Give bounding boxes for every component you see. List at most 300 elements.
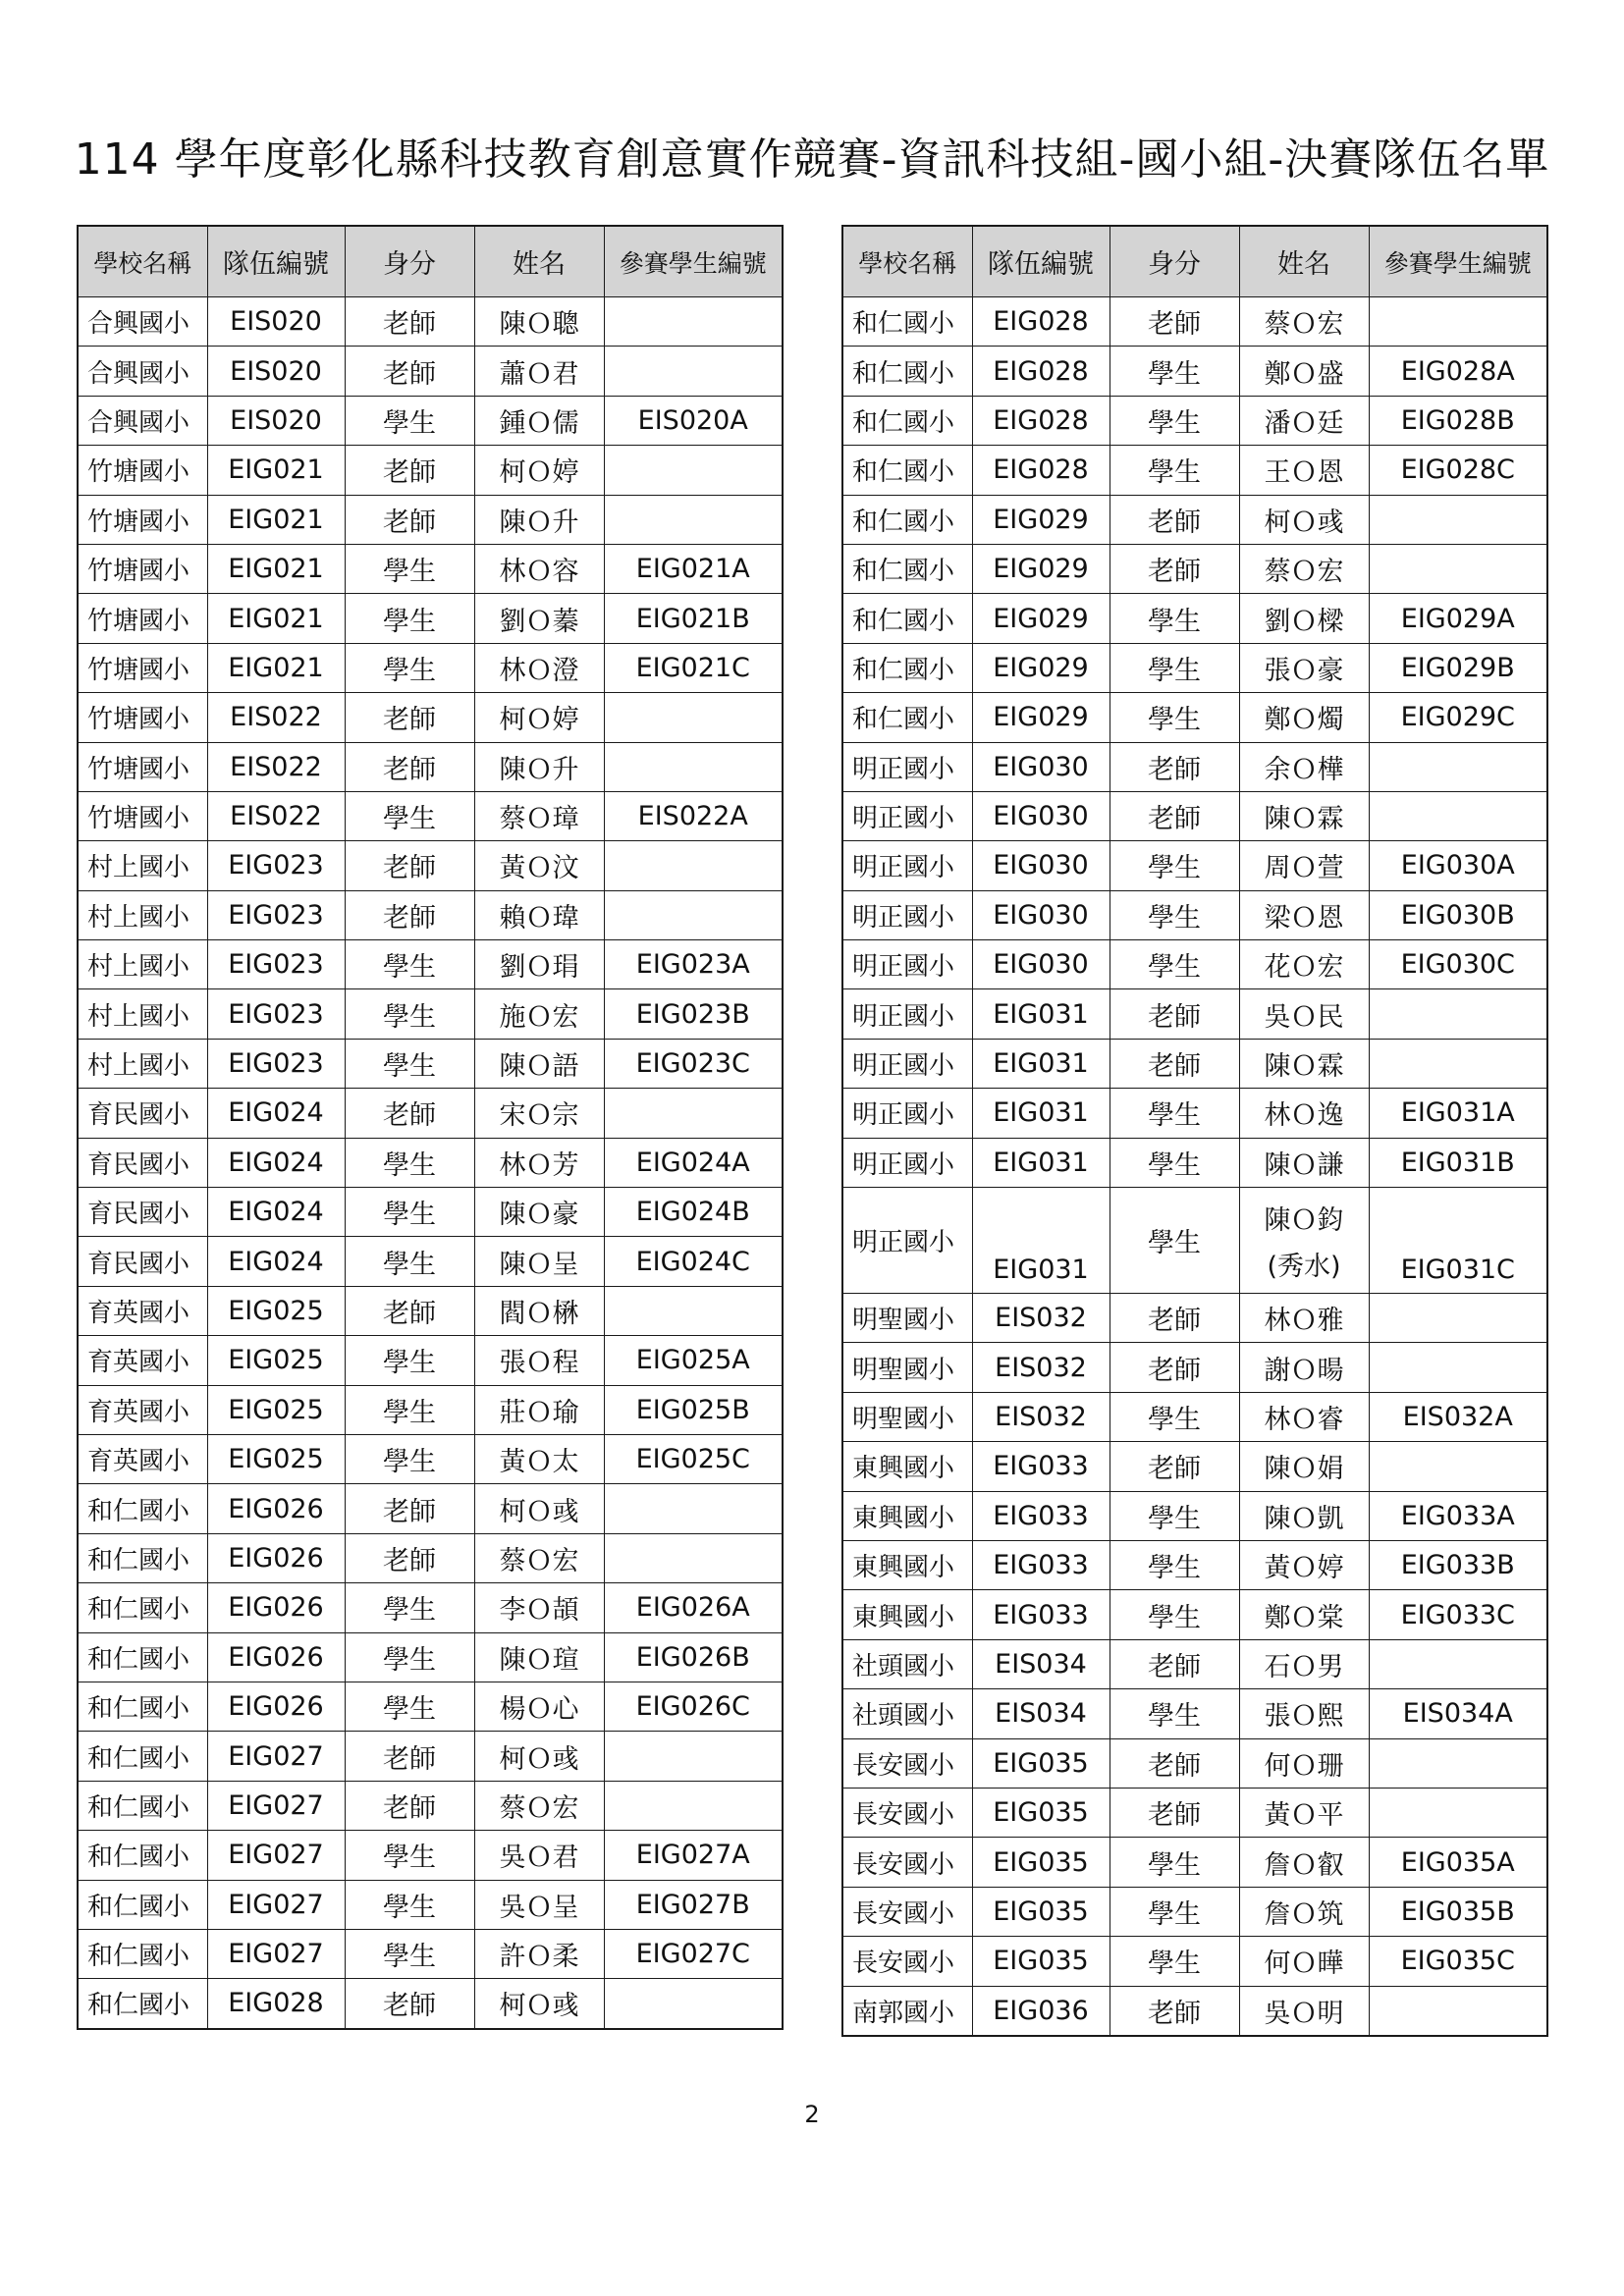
cell-name: 黃Ｏ汶 bbox=[474, 841, 604, 890]
cell-student-id bbox=[604, 1732, 783, 1781]
cell-student-id: EIG023B bbox=[604, 989, 783, 1039]
cell-student-id bbox=[604, 1781, 783, 1830]
cell-school: 明正國小 bbox=[842, 1188, 972, 1294]
table-row bbox=[842, 742, 1547, 791]
table-row bbox=[842, 643, 1547, 692]
cell-school: 竹塘國小 bbox=[78, 693, 207, 742]
cell-school: 和仁國小 bbox=[78, 1583, 207, 1632]
cell-team: EIG031 bbox=[972, 1089, 1110, 1138]
cell-role: 老師 bbox=[345, 1732, 474, 1781]
table-row bbox=[78, 1286, 783, 1335]
cell-team: EIG035 bbox=[972, 1937, 1110, 1986]
cell-name: 林Ｏ睿 bbox=[1239, 1392, 1369, 1441]
cell-student-id: EIG027C bbox=[604, 1929, 783, 1978]
cell-role: 老師 bbox=[1110, 742, 1239, 791]
table-row bbox=[842, 791, 1547, 840]
cell-name: 何Ｏ珊 bbox=[1239, 1738, 1369, 1788]
cell-name: 林Ｏ雅 bbox=[1239, 1294, 1369, 1343]
table-row bbox=[78, 1929, 783, 1978]
table-row bbox=[78, 1385, 783, 1434]
cell-team: EIG031 bbox=[972, 989, 1110, 1039]
cell-role: 學生 bbox=[345, 940, 474, 989]
cell-name: 蔡Ｏ宏 bbox=[474, 1781, 604, 1830]
cell-school: 和仁國小 bbox=[842, 396, 972, 445]
cell-school: 育英國小 bbox=[78, 1434, 207, 1483]
table-row bbox=[842, 1294, 1547, 1343]
table-row bbox=[842, 1343, 1547, 1392]
cell-name: 柯Ｏ彧 bbox=[474, 1979, 604, 2029]
cell-team: EIG027 bbox=[207, 1880, 345, 1929]
cell-role: 學生 bbox=[1110, 643, 1239, 692]
cell-name: 黃Ｏ太 bbox=[474, 1434, 604, 1483]
cell-student-id: EIS022A bbox=[604, 791, 783, 840]
cell-role: 老師 bbox=[1110, 1639, 1239, 1688]
header-student-id: 參賽學生編號 bbox=[1369, 226, 1547, 297]
table-row bbox=[78, 841, 783, 890]
cell-team: EIG021 bbox=[207, 643, 345, 692]
cell-name: 柯Ｏ彧 bbox=[1239, 495, 1369, 544]
cell-name: 梁Ｏ恩 bbox=[1239, 890, 1369, 939]
cell-student-id bbox=[1369, 544, 1547, 593]
cell-role: 老師 bbox=[345, 1979, 474, 2029]
cell-school: 明聖國小 bbox=[842, 1392, 972, 1441]
table-row bbox=[842, 1491, 1547, 1540]
table-row bbox=[78, 1484, 783, 1533]
table-row bbox=[842, 1738, 1547, 1788]
cell-team: EIS032 bbox=[972, 1343, 1110, 1392]
cell-name: 黃Ｏ婷 bbox=[1239, 1540, 1369, 1589]
table-row bbox=[842, 446, 1547, 495]
cell-school: 和仁國小 bbox=[78, 1781, 207, 1830]
cell-team: EIG031 bbox=[972, 1188, 1110, 1294]
cell-team: EIG024 bbox=[207, 1188, 345, 1237]
cell-name: 吳Ｏ君 bbox=[474, 1831, 604, 1880]
cell-role: 老師 bbox=[1110, 1343, 1239, 1392]
cell-school: 和仁國小 bbox=[78, 1682, 207, 1731]
cell-name-note: (秀水) bbox=[1267, 1251, 1341, 1282]
table-row bbox=[78, 791, 783, 840]
cell-student-id: EIG021A bbox=[604, 544, 783, 593]
cell-team: EIS020 bbox=[207, 396, 345, 445]
cell-team: EIG025 bbox=[207, 1286, 345, 1335]
cell-role: 學生 bbox=[345, 1583, 474, 1632]
cell-role: 老師 bbox=[345, 693, 474, 742]
cell-student-id bbox=[1369, 297, 1547, 347]
cell-team: EIG028 bbox=[207, 1979, 345, 2029]
cell-name: 石Ｏ男 bbox=[1239, 1639, 1369, 1688]
table-row bbox=[78, 396, 783, 445]
cell-student-id: EIG024A bbox=[604, 1138, 783, 1187]
cell-school: 長安國小 bbox=[842, 1788, 972, 1837]
cell-school: 和仁國小 bbox=[842, 594, 972, 643]
cell-team: EIG021 bbox=[207, 544, 345, 593]
cell-name: 陳Ｏ升 bbox=[474, 742, 604, 791]
table-row bbox=[78, 1880, 783, 1929]
cell-role: 學生 bbox=[1110, 446, 1239, 495]
cell-team: EIG031 bbox=[972, 1039, 1110, 1088]
cell-team: EIG033 bbox=[972, 1540, 1110, 1589]
cell-student-id bbox=[604, 1286, 783, 1335]
cell-school: 合興國小 bbox=[78, 396, 207, 445]
table-row bbox=[78, 1732, 783, 1781]
table-row bbox=[78, 1831, 783, 1880]
cell-student-id: EIG023C bbox=[604, 1039, 783, 1088]
cell-school: 合興國小 bbox=[78, 297, 207, 347]
cell-school: 長安國小 bbox=[842, 1738, 972, 1788]
cell-role: 老師 bbox=[1110, 544, 1239, 593]
cell-role: 學生 bbox=[1110, 1590, 1239, 1639]
roster-table-right bbox=[841, 225, 1548, 2037]
cell-name: 陳Ｏ娟 bbox=[1239, 1442, 1369, 1491]
cell-name: 陳Ｏ霖 bbox=[1239, 1039, 1369, 1088]
cell-team: EIG026 bbox=[207, 1632, 345, 1682]
cell-name: 蔡Ｏ璋 bbox=[474, 791, 604, 840]
cell-team: EIG030 bbox=[972, 791, 1110, 840]
cell-school: 東興國小 bbox=[842, 1491, 972, 1540]
cell-team: EIG030 bbox=[972, 742, 1110, 791]
cell-role: 學生 bbox=[1110, 940, 1239, 989]
table-row bbox=[78, 1039, 783, 1088]
cell-role: 老師 bbox=[345, 446, 474, 495]
cell-school: 明正國小 bbox=[842, 989, 972, 1039]
cell-name: 林Ｏ容 bbox=[474, 544, 604, 593]
cell-name: 柯Ｏ彧 bbox=[474, 1484, 604, 1533]
cell-school: 村上國小 bbox=[78, 940, 207, 989]
cell-student-id: EIG021C bbox=[604, 643, 783, 692]
cell-school: 明正國小 bbox=[842, 1089, 972, 1138]
cell-role: 老師 bbox=[1110, 791, 1239, 840]
cell-role: 學生 bbox=[1110, 347, 1239, 396]
table-row bbox=[78, 890, 783, 939]
cell-school: 育民國小 bbox=[78, 1188, 207, 1237]
cell-school: 和仁國小 bbox=[78, 1831, 207, 1880]
cell-name: 許Ｏ柔 bbox=[474, 1929, 604, 1978]
table-row bbox=[842, 1138, 1547, 1187]
cell-school: 和仁國小 bbox=[78, 1732, 207, 1781]
cell-school: 長安國小 bbox=[842, 1887, 972, 1936]
cell-name: 柯Ｏ婷 bbox=[474, 693, 604, 742]
cell-name: 詹Ｏ叡 bbox=[1239, 1838, 1369, 1887]
cell-name: 蔡Ｏ宏 bbox=[1239, 544, 1369, 593]
cell-school: 育民國小 bbox=[78, 1138, 207, 1187]
cell-school: 合興國小 bbox=[78, 347, 207, 396]
table-row bbox=[842, 1590, 1547, 1639]
table-row bbox=[78, 1188, 783, 1237]
cell-role: 老師 bbox=[345, 1781, 474, 1830]
cell-role: 老師 bbox=[1110, 297, 1239, 347]
cell-team: EIG026 bbox=[207, 1682, 345, 1731]
table-row bbox=[842, 693, 1547, 742]
table-row bbox=[842, 1937, 1547, 1986]
header-role: 身分 bbox=[1110, 226, 1239, 297]
cell-school: 社頭國小 bbox=[842, 1689, 972, 1738]
table-row bbox=[78, 1682, 783, 1731]
cell-role: 老師 bbox=[345, 1089, 474, 1138]
cell-role: 學生 bbox=[1110, 1887, 1239, 1936]
cell-student-id: EIG035C bbox=[1369, 1937, 1547, 1986]
cell-student-id: EIG035B bbox=[1369, 1887, 1547, 1936]
page-title: 114 學年度彰化縣科技教育創意實作競賽-資訊科技組-國小組-決賽隊伍名單 bbox=[74, 134, 1550, 185]
table-row bbox=[842, 396, 1547, 445]
cell-team: EIG035 bbox=[972, 1887, 1110, 1936]
cell-student-id: EIS034A bbox=[1369, 1689, 1547, 1738]
table-row bbox=[842, 841, 1547, 890]
cell-school: 和仁國小 bbox=[78, 1533, 207, 1582]
cell-name: 鄭Ｏ棠 bbox=[1239, 1590, 1369, 1639]
cell-name bbox=[1239, 1188, 1369, 1294]
cell-role: 學生 bbox=[345, 1632, 474, 1682]
table-row bbox=[842, 989, 1547, 1039]
table-row bbox=[842, 495, 1547, 544]
table-row bbox=[78, 495, 783, 544]
table-row bbox=[78, 693, 783, 742]
cell-student-id: EIG029C bbox=[1369, 693, 1547, 742]
cell-role: 老師 bbox=[345, 1484, 474, 1533]
cell-student-id: EIG027B bbox=[604, 1880, 783, 1929]
cell-student-id: EIG030A bbox=[1369, 841, 1547, 890]
cell-role: 學生 bbox=[345, 594, 474, 643]
cell-student-id bbox=[604, 890, 783, 939]
cell-student-id: EIG035A bbox=[1369, 1838, 1547, 1887]
cell-student-id bbox=[604, 841, 783, 890]
table-row bbox=[842, 297, 1547, 347]
cell-school: 明正國小 bbox=[842, 1138, 972, 1187]
cell-team: EIG025 bbox=[207, 1434, 345, 1483]
page-number: 2 bbox=[804, 2101, 820, 2128]
cell-team: EIG033 bbox=[972, 1491, 1110, 1540]
cell-team: EIG024 bbox=[207, 1237, 345, 1286]
cell-team: EIG029 bbox=[972, 693, 1110, 742]
cell-student-id bbox=[1369, 791, 1547, 840]
cell-team: EIG023 bbox=[207, 1039, 345, 1088]
cell-name: 余Ｏ樺 bbox=[1239, 742, 1369, 791]
table-row bbox=[78, 594, 783, 643]
cell-name: 陳Ｏ謙 bbox=[1239, 1138, 1369, 1187]
table-row bbox=[78, 643, 783, 692]
cell-school: 育英國小 bbox=[78, 1385, 207, 1434]
header-team: 隊伍編號 bbox=[972, 226, 1110, 297]
cell-name: 劉Ｏ樑 bbox=[1239, 594, 1369, 643]
cell-role: 學生 bbox=[345, 1237, 474, 1286]
cell-student-id: EIS020A bbox=[604, 396, 783, 445]
cell-school: 竹塘國小 bbox=[78, 742, 207, 791]
table-row bbox=[78, 1434, 783, 1483]
cell-name: 陳Ｏ呈 bbox=[474, 1237, 604, 1286]
cell-student-id bbox=[1369, 1639, 1547, 1688]
cell-role: 學生 bbox=[1110, 1392, 1239, 1441]
table-row bbox=[842, 1639, 1547, 1688]
cell-student-id: EIG030B bbox=[1369, 890, 1547, 939]
cell-name: 潘Ｏ廷 bbox=[1239, 396, 1369, 445]
cell-role: 學生 bbox=[345, 1385, 474, 1434]
cell-name: 吳Ｏ民 bbox=[1239, 989, 1369, 1039]
cell-role: 學生 bbox=[345, 1039, 474, 1088]
table-row bbox=[78, 989, 783, 1039]
cell-name: 鄭Ｏ燭 bbox=[1239, 693, 1369, 742]
cell-role: 學生 bbox=[1110, 890, 1239, 939]
cell-role: 學生 bbox=[345, 1188, 474, 1237]
cell-role: 老師 bbox=[1110, 989, 1239, 1039]
cell-school: 社頭國小 bbox=[842, 1639, 972, 1688]
cell-team: EIG021 bbox=[207, 495, 345, 544]
table-row bbox=[842, 940, 1547, 989]
cell-student-id: EIG021B bbox=[604, 594, 783, 643]
cell-role: 學生 bbox=[345, 396, 474, 445]
cell-school: 育民國小 bbox=[78, 1089, 207, 1138]
cell-student-id bbox=[1369, 495, 1547, 544]
cell-role: 學生 bbox=[1110, 1689, 1239, 1738]
cell-school: 明正國小 bbox=[842, 1039, 972, 1088]
cell-team: EIG031 bbox=[972, 1138, 1110, 1187]
cell-name: 陳Ｏ豪 bbox=[474, 1188, 604, 1237]
cell-name: 周Ｏ萱 bbox=[1239, 841, 1369, 890]
cell-student-id: EIG025A bbox=[604, 1336, 783, 1385]
cell-student-id: EIG026B bbox=[604, 1632, 783, 1682]
cell-school: 育英國小 bbox=[78, 1336, 207, 1385]
cell-team: EIG028 bbox=[972, 396, 1110, 445]
cell-role: 老師 bbox=[1110, 1294, 1239, 1343]
table-row bbox=[842, 1089, 1547, 1138]
table-row bbox=[78, 1583, 783, 1632]
cell-school: 和仁國小 bbox=[842, 297, 972, 347]
cell-student-id: EIG028B bbox=[1369, 396, 1547, 445]
cell-school: 竹塘國小 bbox=[78, 495, 207, 544]
cell-name: 劉Ｏ琄 bbox=[474, 940, 604, 989]
cell-name: 詹Ｏ筑 bbox=[1239, 1887, 1369, 1936]
table-row bbox=[842, 544, 1547, 593]
cell-role: 學生 bbox=[1110, 1138, 1239, 1187]
cell-student-id bbox=[604, 446, 783, 495]
table-row bbox=[78, 347, 783, 396]
cell-name: 楊Ｏ心 bbox=[474, 1682, 604, 1731]
cell-team: EIG030 bbox=[972, 890, 1110, 939]
cell-school: 和仁國小 bbox=[78, 1929, 207, 1978]
header-name: 姓名 bbox=[474, 226, 604, 297]
cell-team: EIG028 bbox=[972, 347, 1110, 396]
cell-student-id: EIG029B bbox=[1369, 643, 1547, 692]
cell-team: EIS032 bbox=[972, 1392, 1110, 1441]
cell-team: EIS034 bbox=[972, 1639, 1110, 1688]
cell-school: 明正國小 bbox=[842, 940, 972, 989]
cell-role: 學生 bbox=[1110, 841, 1239, 890]
cell-name: 賴Ｏ瑋 bbox=[474, 890, 604, 939]
table-row bbox=[78, 940, 783, 989]
cell-role: 老師 bbox=[1110, 1442, 1239, 1491]
cell-school: 和仁國小 bbox=[842, 693, 972, 742]
cell-name: 謝Ｏ暘 bbox=[1239, 1343, 1369, 1392]
cell-student-id: EIG023A bbox=[604, 940, 783, 989]
cell-student-id: EIS032A bbox=[1369, 1392, 1547, 1441]
cell-role: 學生 bbox=[1110, 1188, 1239, 1294]
cell-school: 和仁國小 bbox=[842, 446, 972, 495]
header-team: 隊伍編號 bbox=[207, 226, 345, 297]
cell-name: 鄭Ｏ盛 bbox=[1239, 347, 1369, 396]
cell-student-id bbox=[1369, 989, 1547, 1039]
cell-student-id bbox=[1369, 742, 1547, 791]
cell-role: 學生 bbox=[345, 1880, 474, 1929]
cell-role: 老師 bbox=[345, 890, 474, 939]
roster-body-right bbox=[842, 297, 1547, 2036]
cell-team: EIG023 bbox=[207, 890, 345, 939]
cell-school: 長安國小 bbox=[842, 1937, 972, 1986]
cell-role: 學生 bbox=[1110, 1089, 1239, 1138]
table-row bbox=[842, 1442, 1547, 1491]
cell-school: 明正國小 bbox=[842, 791, 972, 840]
cell-team: EIS020 bbox=[207, 297, 345, 347]
cell-team: EIG021 bbox=[207, 594, 345, 643]
cell-school: 和仁國小 bbox=[842, 544, 972, 593]
cell-student-id bbox=[604, 693, 783, 742]
cell-role: 老師 bbox=[345, 1286, 474, 1335]
cell-name: 陳Ｏ凱 bbox=[1239, 1491, 1369, 1540]
cell-student-id: EIG026A bbox=[604, 1583, 783, 1632]
cell-role: 老師 bbox=[1110, 1039, 1239, 1088]
cell-role: 學生 bbox=[345, 791, 474, 840]
cell-name: 陳Ｏ霖 bbox=[1239, 791, 1369, 840]
cell-school: 東興國小 bbox=[842, 1540, 972, 1589]
cell-role: 老師 bbox=[345, 297, 474, 347]
cell-name: 吳Ｏ呈 bbox=[474, 1880, 604, 1929]
cell-student-id bbox=[1369, 1294, 1547, 1343]
cell-school: 和仁國小 bbox=[842, 643, 972, 692]
cell-school: 和仁國小 bbox=[842, 495, 972, 544]
cell-name: 張Ｏ程 bbox=[474, 1336, 604, 1385]
cell-role: 學生 bbox=[1110, 1491, 1239, 1540]
cell-role: 學生 bbox=[1110, 1838, 1239, 1887]
cell-name: 黃Ｏ平 bbox=[1239, 1788, 1369, 1837]
table-row bbox=[842, 594, 1547, 643]
cell-name: 莊Ｏ瑜 bbox=[474, 1385, 604, 1434]
cell-school: 明正國小 bbox=[842, 890, 972, 939]
table-row bbox=[842, 890, 1547, 939]
cell-student-id: EIG025B bbox=[604, 1385, 783, 1434]
cell-student-id: EIG030C bbox=[1369, 940, 1547, 989]
cell-student-id bbox=[604, 1089, 783, 1138]
table-row bbox=[78, 446, 783, 495]
header-name: 姓名 bbox=[1239, 226, 1369, 297]
cell-name: 宋Ｏ宗 bbox=[474, 1089, 604, 1138]
table-header-row bbox=[78, 226, 783, 297]
cell-role: 學生 bbox=[345, 1434, 474, 1483]
cell-team: EIG030 bbox=[972, 841, 1110, 890]
table-row bbox=[78, 1632, 783, 1682]
cell-student-id: EIG028A bbox=[1369, 347, 1547, 396]
roster-body-left bbox=[78, 297, 783, 2029]
table-row bbox=[78, 297, 783, 347]
header-school: 學校名稱 bbox=[842, 226, 972, 297]
cell-school: 和仁國小 bbox=[842, 347, 972, 396]
cell-name: 何Ｏ曄 bbox=[1239, 1937, 1369, 1986]
cell-team: EIG027 bbox=[207, 1929, 345, 1978]
cell-team: EIG036 bbox=[972, 1986, 1110, 2036]
cell-role: 老師 bbox=[345, 495, 474, 544]
cell-name: 閻Ｏ楙 bbox=[474, 1286, 604, 1335]
cell-role: 老師 bbox=[1110, 1788, 1239, 1837]
cell-school: 和仁國小 bbox=[78, 1979, 207, 2029]
cell-school: 長安國小 bbox=[842, 1838, 972, 1887]
cell-name: 柯Ｏ婷 bbox=[474, 446, 604, 495]
cell-role: 學生 bbox=[345, 1336, 474, 1385]
cell-team: EIS020 bbox=[207, 347, 345, 396]
table-row bbox=[78, 742, 783, 791]
cell-name: 王Ｏ恩 bbox=[1239, 446, 1369, 495]
cell-role: 老師 bbox=[1110, 1986, 1239, 2036]
cell-team: EIG028 bbox=[972, 297, 1110, 347]
table-row bbox=[842, 1838, 1547, 1887]
table-row bbox=[842, 347, 1547, 396]
cell-name: 張Ｏ熙 bbox=[1239, 1689, 1369, 1738]
cell-team: EIG029 bbox=[972, 495, 1110, 544]
